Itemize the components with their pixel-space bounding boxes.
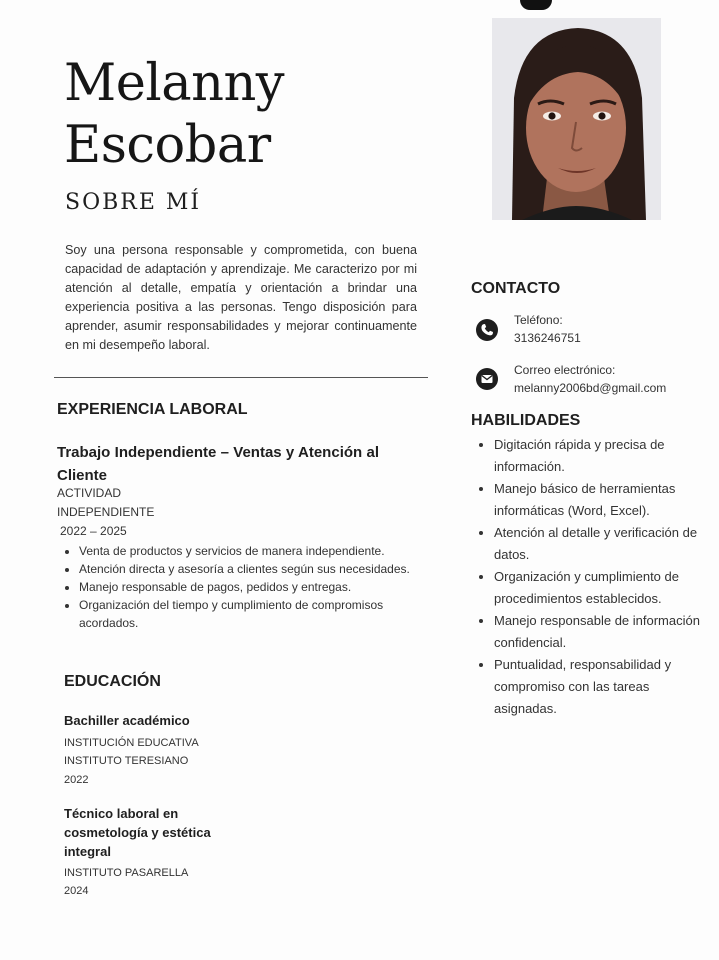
list-item: • Venta de productos y servicios de manera independiente. — [79, 542, 439, 560]
list-item: • Puntualidad, responsabilidad y compromiso con las tareas asignadas. — [494, 654, 709, 720]
education-year: 2022 — [64, 774, 89, 786]
education-line: INSTITUTO PASARELLA — [64, 867, 189, 879]
contact-heading: CONTACTO — [471, 280, 561, 297]
list-item: • Atención al detalle y verificación de datos. — [494, 522, 709, 566]
email-label: Correo electrónico: — [514, 363, 616, 377]
list-item: • Atención directa y asesoría a clientes según sus necesidades. — [79, 560, 439, 578]
education-title: Bachiller académico — [64, 713, 190, 728]
list-item: • Digitación rápida y precisa de información. — [494, 434, 709, 478]
job-title: Trabajo Independiente – Ventas y Atención al Cliente — [57, 444, 379, 484]
about-title: SOBRE MÍ — [65, 190, 202, 215]
education-line: INSTITUCIÓN EDUCATIVA — [64, 737, 199, 749]
education-line: INSTITUTO TERESIANO — [64, 755, 189, 767]
job-line-1: ACTIVIDAD — [57, 486, 122, 500]
phone-icon — [476, 319, 498, 341]
job-duties-list — [62, 542, 439, 632]
decorative-mark — [520, 0, 552, 10]
first-name: Melanny — [64, 54, 285, 113]
list-item: • Manejo responsable de pagos, pedidos y entregas. — [79, 578, 439, 596]
experience-heading: EXPERIENCIA LABORAL — [57, 401, 248, 418]
job-period: 2022 – 2025 — [60, 524, 127, 538]
list-item: • Manejo básico de herramientas informáticas (Word, Excel). — [494, 478, 709, 522]
profile-photo — [492, 18, 661, 220]
phone-label: Teléfono: — [514, 313, 563, 327]
section-divider — [54, 377, 428, 378]
education-heading: EDUCACIÓN — [64, 673, 161, 690]
phone-number: 3136246751 — [514, 331, 581, 345]
mail-icon — [476, 368, 498, 390]
education-title: Técnico laboral en cosmetología y estética integral — [64, 806, 211, 859]
skills-heading: HABILIDADES — [471, 412, 581, 429]
job-line-2: INDEPENDIENTE — [57, 505, 155, 519]
skills-list — [477, 434, 709, 720]
list-item: • Organización del tiempo y cumplimiento de compromisos acordados. — [79, 596, 439, 632]
about-text: Soy una persona responsable y comprometida, con buena capacidad de adaptación y aprendizaje. Me caracterizo por mi atención al detalle, empatía y orientación a brindar una experiencia positiva a las personas. Tengo disposición para aprender, asumir responsabilidades y mejorar continuamente en mi desempeño laboral. — [65, 243, 417, 352]
list-item: • Manejo responsable de información confidencial. — [494, 610, 709, 654]
list-item: • Organización y cumplimiento de procedimientos establecidos. — [494, 566, 709, 610]
education-year: 2024 — [64, 885, 89, 897]
last-name: Escobar — [64, 116, 271, 175]
email-address: melanny2006bd@gmail.com — [514, 381, 667, 395]
